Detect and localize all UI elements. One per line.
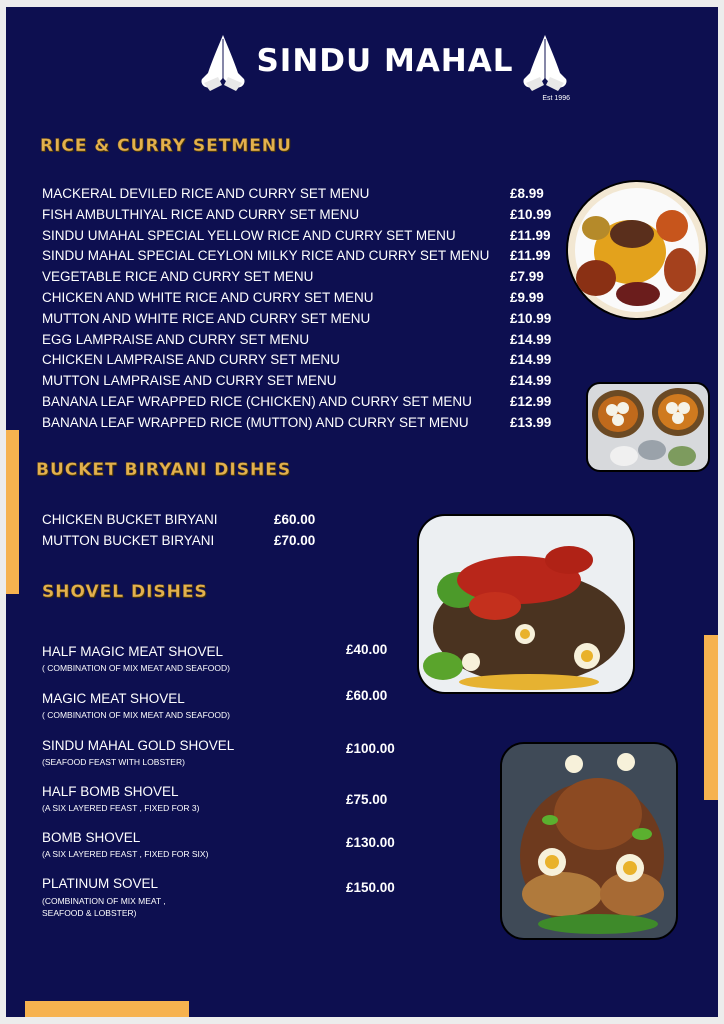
menu-item-name: BOMB SHOVEL [42, 830, 141, 845]
menu-item-price: £100.00 [346, 741, 395, 756]
menu-item-price: £14.99 [510, 373, 552, 389]
menu-page [6, 7, 718, 1017]
section-title-rice-curry: RICE & CURRY SETMENU [40, 136, 292, 156]
bomb-shovel-photo [500, 742, 678, 940]
menu-item-name: PLATINUM SOVEL [42, 876, 159, 891]
menu-item-price: £8.99 [510, 186, 544, 201]
accent-bar-left [6, 430, 19, 594]
menu-item-name: EGG LAMPRAISE AND CURRY SET MENU [42, 331, 310, 347]
menu-item-price: £10.99 [510, 206, 552, 222]
menu-item-description: (COMBINATION OF MIX MEAT , [42, 896, 166, 906]
menu-item-price: £11.99 [510, 248, 551, 264]
menu-item-name: HALF MAGIC MEAT SHOVEL [42, 644, 224, 659]
menu-item-price: £60.00 [346, 688, 388, 703]
menu-item-description: (A SIX LAYERED FEAST , FIXED FOR SIX) [42, 849, 209, 859]
menu-item-name: MUTTON LAMPRAISE AND CURRY SET MENU [42, 373, 337, 389]
menu-item-name: MUTTON AND WHITE RICE AND CURRY SET MENU [42, 310, 371, 326]
rice-curry-plate-photo [566, 180, 708, 320]
lobster-shovel-photo [417, 514, 635, 694]
menu-item-price: £7.99 [510, 269, 544, 285]
menu-item-price: £12.99 [510, 394, 552, 409]
menu-item-name: CHICKEN LAMPRAISE AND CURRY SET MENU [42, 352, 340, 368]
menu-item-name: MAGIC MEAT SHOVEL [42, 691, 185, 706]
menu-item-name: FISH AMBULTHIYAL RICE AND CURRY SET MENU [42, 206, 360, 222]
menu-item-price: £14.99 [510, 352, 552, 368]
menu-item-name: SINDU UMAHAL SPECIAL YELLOW RICE AND CURRY SET MENU [42, 227, 456, 243]
accent-bar-right [704, 635, 718, 800]
menu-item-price: £11.99 [510, 227, 551, 243]
menu-item-name: CHICKEN BUCKET BIRYANI [42, 512, 218, 527]
praying-hands-icon [518, 33, 572, 93]
menu-item-description: ( COMBINATION OF MIX MEAT AND SEAFOOD) [42, 663, 230, 673]
menu-item-price: £150.00 [346, 880, 395, 895]
menu-item-name: MACKERAL DEVILED RICE AND CURRY SET MENU [42, 186, 370, 201]
menu-item-price: £75.00 [346, 792, 388, 807]
established-year: Est 1996 [542, 95, 570, 102]
menu-item-description: (A SIX LAYERED FEAST , FIXED FOR 3) [42, 803, 200, 813]
menu-item-price: £60.00 [274, 512, 316, 527]
menu-item-name: BANANA LEAF WRAPPED RICE (CHICKEN) AND CURRY SET MENU [42, 394, 472, 409]
menu-item-name: BANANA LEAF WRAPPED RICE (MUTTON) AND CURRY SET MENU [42, 414, 469, 430]
menu-item-price: £10.99 [510, 310, 552, 326]
menu-item-price: £14.99 [510, 331, 552, 347]
menu-item-name: SINDU MAHAL GOLD SHOVEL [42, 738, 235, 753]
menu-item-description: ( COMBINATION OF MIX MEAT AND SEAFOOD) [42, 710, 230, 720]
brand-name: SINDU MAHAL [256, 43, 514, 79]
menu-item-name: MUTTON BUCKET BIRYANI [42, 533, 215, 548]
menu-item-price: £130.00 [346, 835, 395, 850]
banana-leaf-set-photo [586, 382, 710, 472]
menu-item-description: SEAFOOD & LOBSTER) [42, 908, 137, 918]
menu-item-price: £70.00 [274, 533, 316, 548]
praying-hands-icon [196, 33, 250, 93]
section-title-shovel-dishes: SHOVEL DISHES [42, 582, 208, 602]
menu-item-name: HALF BOMB SHOVEL [42, 784, 179, 799]
menu-item-name: CHICKEN AND WHITE RICE AND CURRY SET MENU [42, 290, 374, 305]
menu-item-description: (SEAFOOD FEAST WITH LOBSTER) [42, 757, 185, 767]
accent-bar-bottom [25, 1001, 189, 1017]
menu-item-name: VEGETABLE RICE AND CURRY SET MENU [42, 269, 314, 285]
section-title-bucket-biryani: BUCKET BIRYANI DISHES [36, 460, 292, 480]
menu-item-price: £9.99 [510, 290, 544, 305]
menu-item-price: £40.00 [346, 642, 388, 657]
menu-item-name: SINDU MAHAL SPECIAL CEYLON MILKY RICE AND CURRY SET MENU [42, 248, 490, 264]
brand-logo [196, 33, 576, 113]
menu-item-price: £13.99 [510, 414, 552, 430]
